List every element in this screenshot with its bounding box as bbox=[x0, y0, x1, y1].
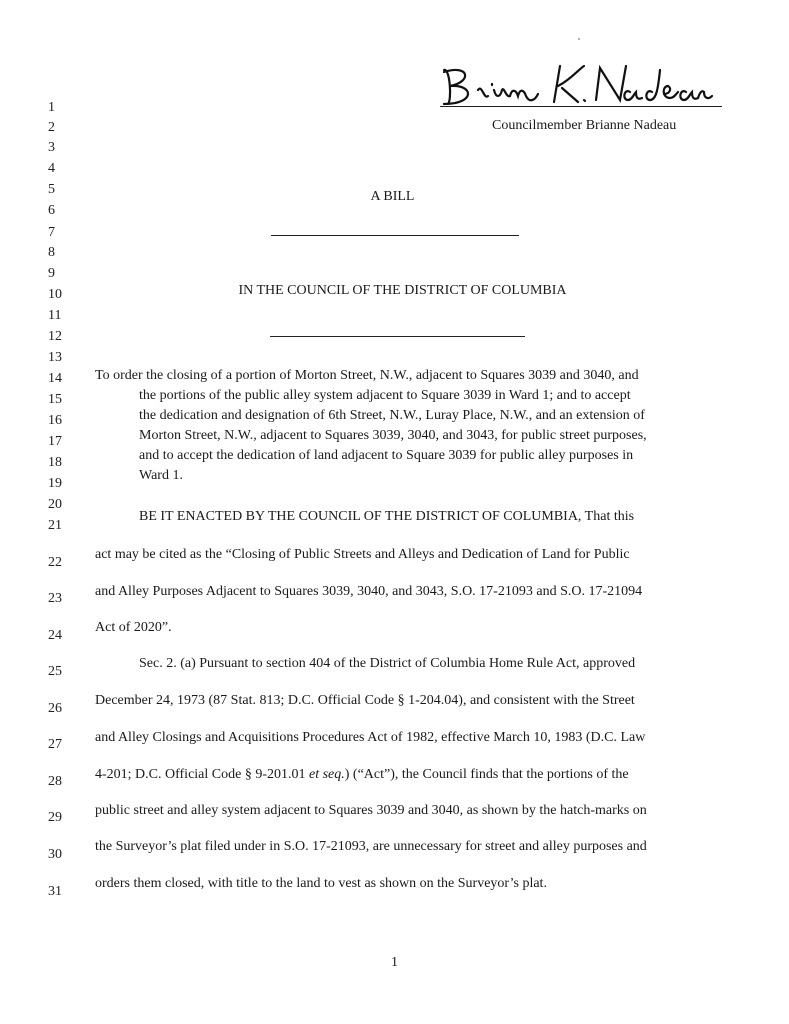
line-number: 29 bbox=[48, 810, 62, 825]
section-line: 4-201; D.C. Official Code § 9-201.01 et seq.) (“Act”), the Council finds that the portions of the bbox=[95, 767, 629, 782]
enact-line: and Alley Purposes Adjacent to Squares 3039, 3040, and 3043, S.O. 17-21093 and S.O. 17-21094 bbox=[95, 584, 643, 599]
line-number: 15 bbox=[48, 392, 62, 407]
line-number: 21 bbox=[48, 518, 62, 533]
line-number: 27 bbox=[48, 737, 62, 752]
handwritten-signature bbox=[430, 60, 730, 112]
purpose-line: and to accept the dedication of land adjacent to Square 3039 for public alley purposes in bbox=[139, 448, 634, 463]
line-number: 20 bbox=[48, 497, 62, 512]
title-rule bbox=[271, 235, 519, 236]
signature-caption: Councilmember Brianne Nadeau bbox=[492, 118, 677, 133]
line-number: 5 bbox=[48, 182, 55, 197]
signature-line bbox=[440, 106, 722, 107]
line-number: 4 bbox=[48, 161, 55, 176]
purpose-line: Morton Street, N.W., adjacent to Squares 3039, 3040, and 3043, for public street purposes, bbox=[139, 428, 647, 443]
line-number: 28 bbox=[48, 774, 62, 789]
line-number: 22 bbox=[48, 555, 62, 570]
line-number: 2 bbox=[48, 120, 55, 135]
line-number: 8 bbox=[48, 245, 55, 260]
enact-line: Act of 2020”. bbox=[95, 620, 172, 635]
bill-title: A BILL bbox=[370, 189, 415, 204]
line-number: 24 bbox=[48, 628, 62, 643]
line-number: 6 bbox=[48, 203, 55, 218]
purpose-line: To order the closing of a portion of Morton Street, N.W., adjacent to Squares 3039 and 3040, and bbox=[95, 368, 639, 383]
enact-line: BE IT ENACTED BY THE COUNCIL OF THE DISTRICT OF COLUMBIA, That this bbox=[139, 509, 635, 524]
purpose-line: the dedication and designation of 6th Street, N.W., Luray Place, N.W., and an extension of bbox=[139, 408, 645, 423]
section-line: the Surveyor’s plat filed under in S.O. 17-21093, are unnecessary for street and alley purposes and bbox=[95, 839, 647, 854]
scan-speck bbox=[578, 38, 580, 40]
council-rule bbox=[270, 336, 525, 337]
line-number: 13 bbox=[48, 350, 62, 365]
line-number: 25 bbox=[48, 664, 62, 679]
section-line: Sec. 2. (a) Pursuant to section 404 of the District of Columbia Home Rule Act, approved bbox=[139, 656, 636, 671]
line-number: 1 bbox=[48, 100, 55, 115]
line-number: 3 bbox=[48, 140, 55, 155]
line-number: 26 bbox=[48, 701, 62, 716]
et-seq-italic: et seq. bbox=[309, 767, 345, 782]
line-number: 11 bbox=[48, 308, 62, 323]
line-number: 12 bbox=[48, 329, 62, 344]
section-line: public street and alley system adjacent to Squares 3039 and 3040, as shown by the hatch-marks on bbox=[95, 803, 647, 818]
section-line: December 24, 1973 (87 Stat. 813; D.C. Official Code § 1-204.04), and consistent with the Street bbox=[95, 693, 635, 708]
line-number: 14 bbox=[48, 371, 62, 386]
section-line: orders them closed, with title to the land to vest as shown on the Surveyor’s plat. bbox=[95, 876, 547, 891]
line-number: 31 bbox=[48, 884, 62, 899]
section-line: and Alley Closings and Acquisitions Procedures Act of 1982, effective March 10, 1983 (D.C. Law bbox=[95, 730, 646, 745]
line-number: 30 bbox=[48, 847, 62, 862]
line-number: 18 bbox=[48, 455, 62, 470]
purpose-line: Ward 1. bbox=[139, 468, 183, 483]
line-number: 9 bbox=[48, 266, 55, 281]
purpose-line: the portions of the public alley system adjacent to Square 3039 in Ward 1; and to accept bbox=[139, 388, 631, 403]
line-number: 17 bbox=[48, 434, 62, 449]
line-number: 16 bbox=[48, 413, 62, 428]
line-number: 10 bbox=[48, 287, 62, 302]
line-number: 7 bbox=[48, 225, 55, 240]
line-number: 19 bbox=[48, 476, 62, 491]
line-number: 23 bbox=[48, 591, 62, 606]
enact-line: act may be cited as the “Closing of Public Streets and Alleys and Dedication of Land for Public bbox=[95, 547, 630, 562]
council-heading: IN THE COUNCIL OF THE DISTRICT OF COLUMBIA bbox=[238, 283, 567, 298]
page-number: 1 bbox=[391, 955, 398, 970]
